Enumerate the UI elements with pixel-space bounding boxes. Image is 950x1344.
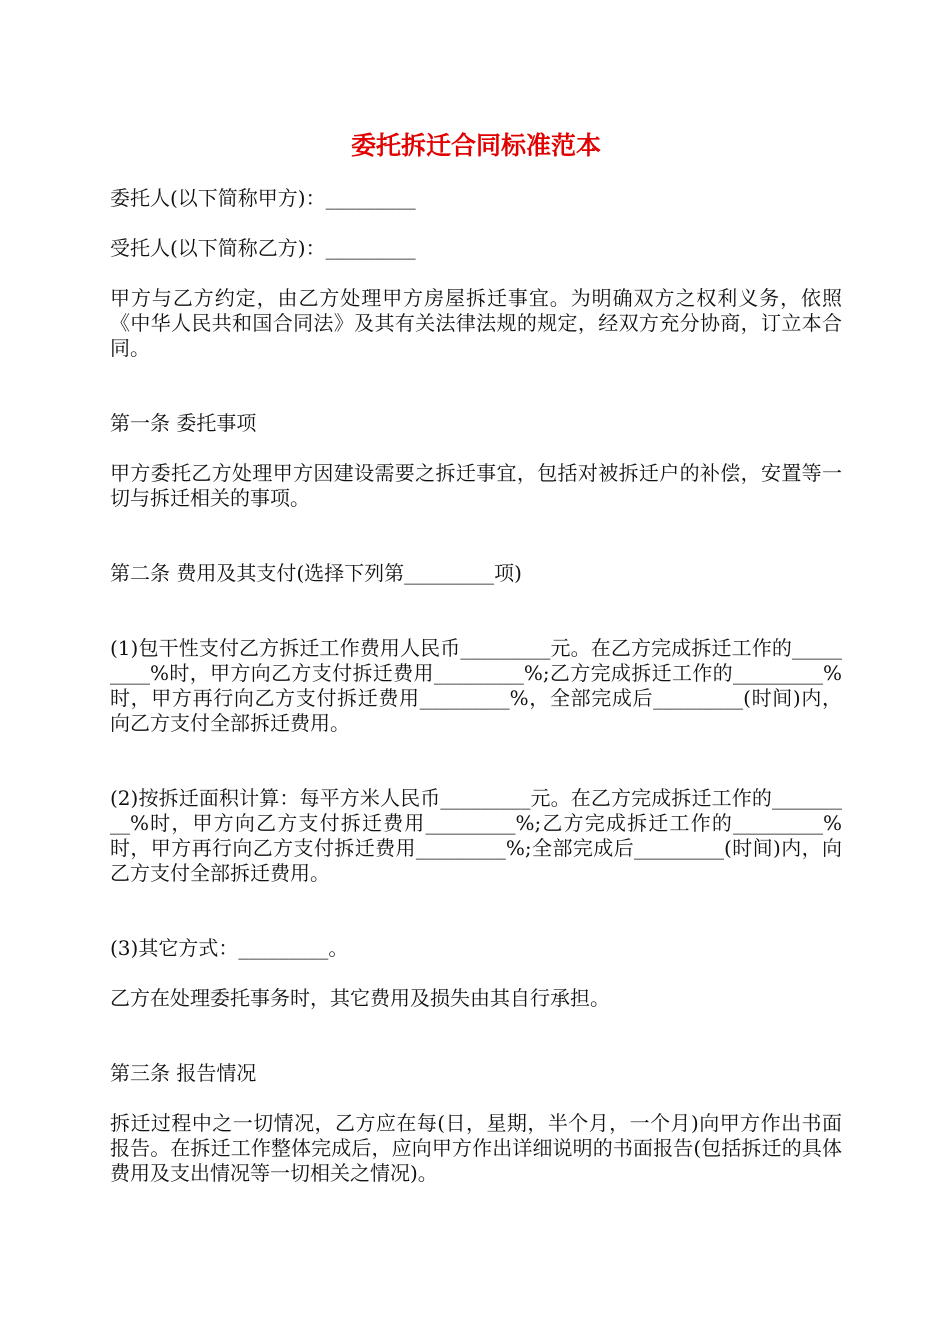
article2-note: 乙方在处理委托事务时，其它费用及损失由其自行承担。 <box>110 986 610 1010</box>
article1-body: 甲方委托乙方处理甲方因建设需要之拆迁事宜，包括对被拆迁户的补偿，安置等一切与拆迁相关的事项。 <box>110 461 842 510</box>
party-b-line: 受托人(以下简称乙方)：_________ <box>110 236 416 260</box>
article2-option1: (1)包干性支付乙方拆迁工作费用人民币_________元。在乙方完成拆迁工作的_________%时，甲方向乙方支付拆迁费用_________%;乙方完成拆迁工作的_________%时，甲方再行向乙方支付拆迁费用_________%，全部完成后_________(时间)内，向乙方支付全部拆迁费用。 <box>110 636 842 735</box>
article2-heading: 第二条 费用及其支付(选择下列第_________项) <box>110 561 522 585</box>
article1-heading: 第一条 委托事项 <box>110 411 257 435</box>
article2-option2: (2)按拆迁面积计算：每平方米人民币_________元。在乙方完成拆迁工作的_________%时，甲方向乙方支付拆迁费用_________%;乙方完成拆迁工作的_________%时，甲方再行向乙方支付拆迁费用_________%;全部完成后_________(时间)内，向乙方支付全部拆迁费用。 <box>110 786 842 885</box>
article2-option3: (3)其它方式：_________。 <box>110 936 349 960</box>
party-a-line: 委托人(以下简称甲方)：_________ <box>110 186 416 210</box>
preamble-paragraph: 甲方与乙方约定，由乙方处理甲方房屋拆迁事宜。为明确双方之权利义务，依照《中华人民共和国合同法》及其有关法律法规的规定，经双方充分协商，订立本合同。 <box>110 286 842 360</box>
document-title: 委托拆迁合同标准范本 <box>350 131 601 160</box>
article3-body: 拆迁过程中之一切情况，乙方应在每(日，星期，半个月，一个月)向甲方作出书面报告。在拆迁工作整体完成后，应向甲方作出详细说明的书面报告(包括拆迁的具体费用及支出情况等一切相关之情况)。 <box>110 1111 842 1185</box>
article3-heading: 第三条 报告情况 <box>110 1061 257 1085</box>
